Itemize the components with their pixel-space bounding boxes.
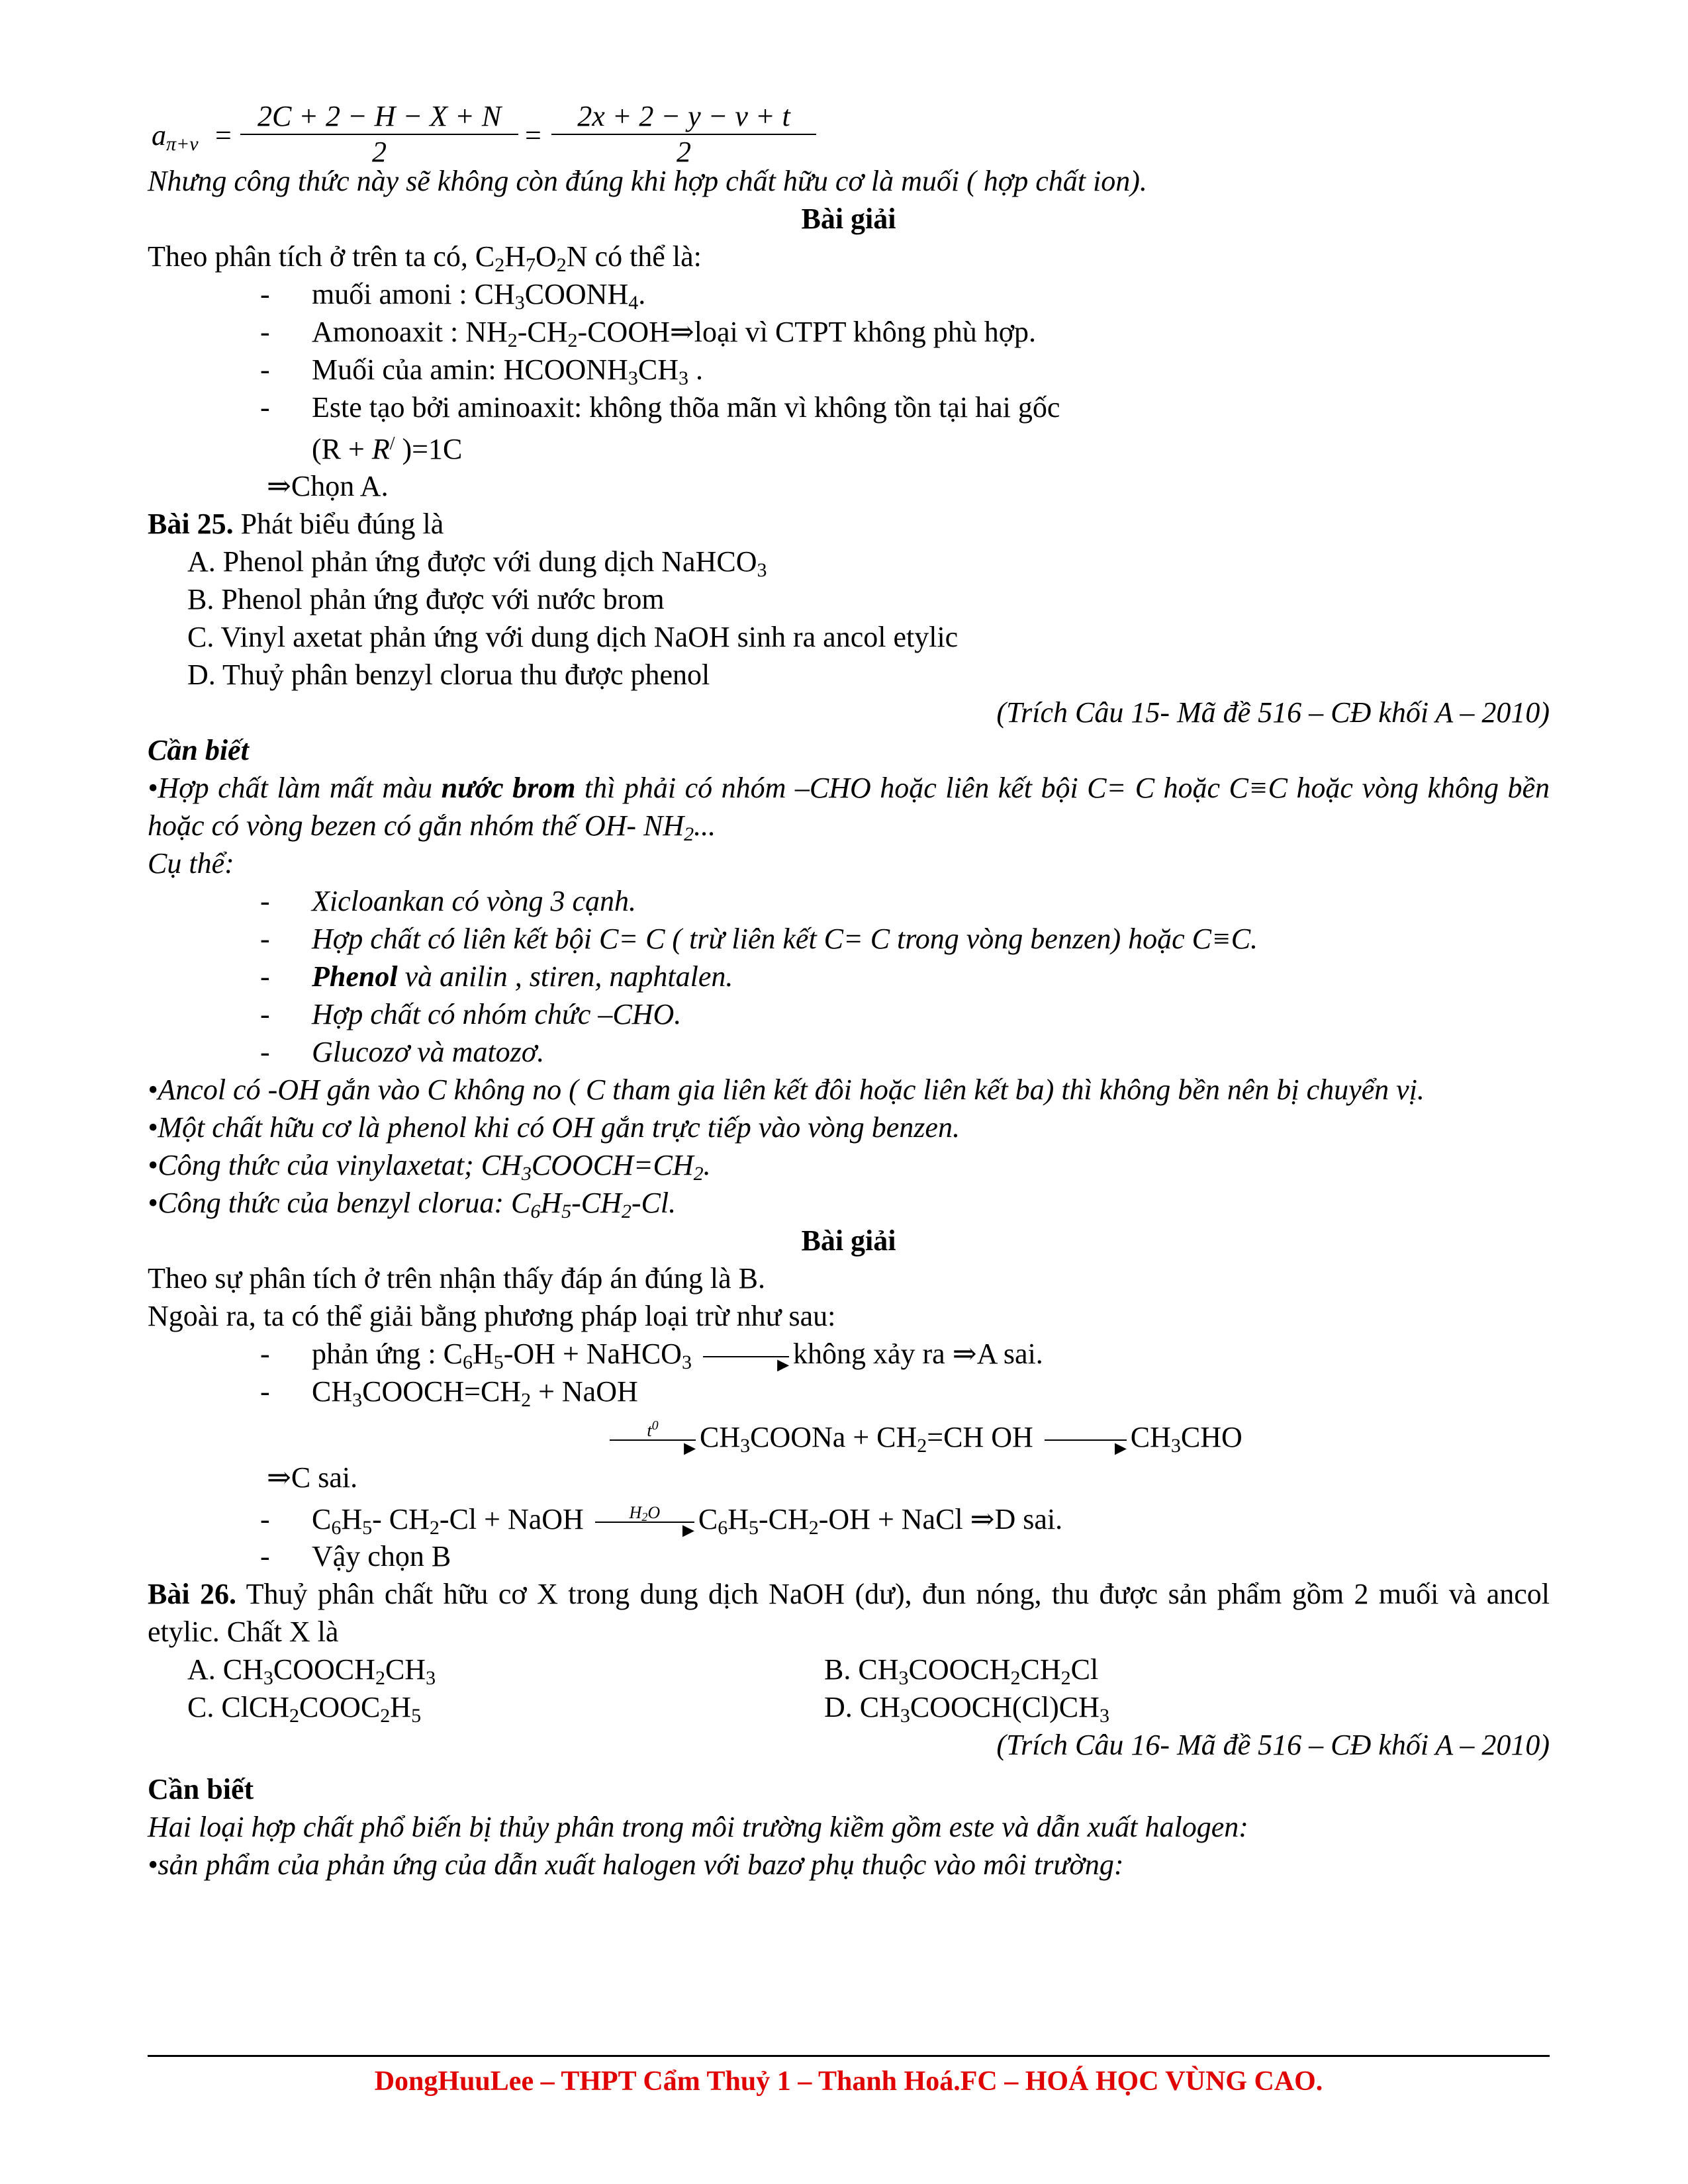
choose-answer: ⇒Chọn A. (267, 470, 389, 502)
list-item: - Xicloankan có vòng 3 cạnh. (260, 885, 636, 917)
bullet-icon: • (148, 1149, 158, 1181)
solution-text: Ngoài ra, ta có thể giải bằng phương pháp loại trừ như sau: (148, 1300, 836, 1332)
solution-heading: Bài giải (801, 203, 896, 235)
fraction-2: $\frac{2x + 2 - y - v + t}{2}$ (551, 99, 816, 169)
question-26: Bài 26. Thuỷ phân chất hữu cơ X trong dung dịch NaOH (dư), đun nóng, thu được sản phẩm gồm 2 muối và ancol etylic. Chất X là (148, 1578, 1550, 1648)
reaction-line: - $C_6H_5-$ $CH_2-Cl$ + NaOH $H_2O$ ► $C_6H_5-CH_2-OH$ + NaCl ⇒D sai. (260, 1502, 1063, 1541)
equals-sign: = (215, 119, 232, 152)
bullet-icon: • (148, 1187, 158, 1219)
option-b: B. Phenol phản ứng được với nước brom (187, 583, 665, 615)
document-page (148, 93, 1550, 1884)
reaction-arrow-icon: $H_2O$ ► (595, 1522, 694, 1523)
solution-text: Theo sự phân tích ở trên nhận thấy đáp án đúng là B. (148, 1262, 766, 1295)
option-a: A. Phenol phản ứng được với dung dịch NaHCO$_3$ (187, 545, 767, 581)
reaction-line: $t^0$ ► $CH_3COONa + CH_2=CH$ OH ► $CH_3CHO$ (148, 1410, 1550, 1459)
reaction-arrow-icon: ► (703, 1356, 789, 1357)
know-heading: Cần biết (148, 734, 249, 766)
list-item: - Amonoaxit : $NH_2-CH_2-COOH\Rightarrow loại$ vì CTPT không phù hợp. (260, 316, 1036, 351)
bullet-icon: • (148, 1848, 158, 1881)
equals-sign-2: = (525, 119, 541, 152)
option-d: D. $CH_3COOCH(Cl)CH_3$ (824, 1691, 1109, 1727)
reaction-arrow-icon: ► (1045, 1439, 1127, 1441)
reaction-line: - $CH_3COOCH=CH_2$ + NaOH (260, 1375, 638, 1411)
bullet-icon: • (148, 1073, 158, 1106)
solution-intro: Theo phân tích ở trên ta có, $C_2H_7O_2N$ có thể là: (148, 240, 702, 276)
list-item: - Vậy chọn B (260, 1540, 451, 1572)
option-d: D. Thuỷ phân benzyl clorua thu được phenol (187, 659, 710, 691)
reaction-conclusion: ⇒C sai. (267, 1461, 358, 1494)
option-row (148, 1688, 1550, 1726)
implies-icon: ⇒ (669, 316, 694, 348)
footer-divider (148, 2055, 1550, 2057)
know-paragraph: •Công thức của vinylaxetat; $CH_3COOCH=CH_2$. (148, 1149, 711, 1185)
implies-icon: ⇒ (952, 1338, 977, 1370)
list-item: - Glucozơ và matozơ. (260, 1036, 545, 1068)
bullet-icon: • (148, 1111, 158, 1144)
formula-lhs: $a_{\pi+v}$ (152, 119, 199, 155)
know-paragraph: •Hợp chất làm mất màu nước brom thì phải có nhóm –CHO hoặc liên kết bội C= C hoặc C≡C hoặc vòng không bền hoặc có vòng bezen có gắn nhóm thế OH- $NH_2$... (148, 772, 1550, 845)
degree-unsaturation-formula (148, 93, 1550, 168)
reaction-line: - phản ứng : $C_6H_5-OH$ + NaHCO$_3$ ► không xảy ra ⇒A sai. (260, 1338, 1043, 1376)
formula-note: Nhưng công thức này sẽ không còn đúng khi hợp chất hữu cơ là muối ( hợp chất ion). (148, 165, 1147, 197)
reaction-arrow-icon: $t^0$ ► (610, 1439, 696, 1441)
list-item: - muối amoni : $CH_3COONH_4$. (260, 278, 646, 314)
list-item: - Hợp chất có liên kết bội C= C ( trừ liên kết C= C trong vòng benzen) hoặc C≡C. (260, 923, 1258, 955)
page-footer: DongHuuLee – THPT Cẩm Thuỷ 1 – Thanh Hoá.FC – HOÁ HỌC VÙNG CAO. (374, 2066, 1323, 2097)
option-b: B. $CH_3COOCH_2CH_2Cl$ (824, 1653, 1099, 1689)
rr-expression: (R + R/ )=1C (312, 433, 463, 465)
option-a: A. $CH_3COOCH_2CH_3$ (187, 1653, 436, 1689)
implies-icon: ⇒ (267, 1461, 291, 1494)
list-item: - Hợp chất có nhóm chức –CHO. (260, 998, 682, 1030)
implies-icon: ⇒ (267, 470, 291, 502)
know-paragraph: Hai loại hợp chất phổ biến bị thủy phân trong môi trường kiềm gồm este và dẫn xuất halogen: (148, 1811, 1248, 1843)
know-paragraph: •Một chất hữu cơ là phenol khi có OH gắn trực tiếp vào vòng benzen. (148, 1111, 960, 1144)
know-paragraph: •Công thức của benzyl clorua: $C_6H_5-CH_2-Cl$. (148, 1187, 677, 1222)
question-25: Bài 25. Phát biểu đúng là (148, 508, 444, 540)
option-c: C. Vinyl axetat phản ứng với dung dịch NaOH sinh ra ancol etylic (187, 621, 959, 653)
know-paragraph: •Ancol có -OH gắn vào C không no ( C tham gia liên kết đôi hoặc liên kết ba) thì không bền nên bị chuyển vị. (148, 1073, 1425, 1106)
option-c: C. $ClCH_2COOC_2H_5$ (187, 1691, 422, 1727)
know-heading: Cần biết (148, 1773, 254, 1805)
list-item: - Phenol và anilin , stiren, naphtalen. (260, 960, 733, 993)
source-citation: (Trích Câu 15- Mã đề 516 – CĐ khối A – 2010) (996, 696, 1550, 729)
option-row (148, 1651, 1550, 1688)
cu-the-label: Cụ thể: (148, 847, 234, 880)
solution-heading: Bài giải (801, 1224, 896, 1257)
list-item: - Muối của amin: $HCOONH_3CH_3$ . (260, 353, 703, 389)
list-item: - Este tạo bởi aminoaxit: không thõa mãn vì không tồn tại hai gốc (260, 391, 1060, 424)
bullet-icon: • (148, 772, 158, 804)
source-citation: (Trích Câu 16- Mã đề 516 – CĐ khối A – 2010) (996, 1729, 1550, 1761)
fraction-1: $\frac{2C + 2 - H - X + N}{2}$ (240, 99, 518, 169)
know-paragraph: •sản phẩm của phản ứng của dẫn xuất halogen với bazơ phụ thuộc vào môi trường: (148, 1848, 1124, 1881)
implies-icon: ⇒ (970, 1503, 995, 1535)
